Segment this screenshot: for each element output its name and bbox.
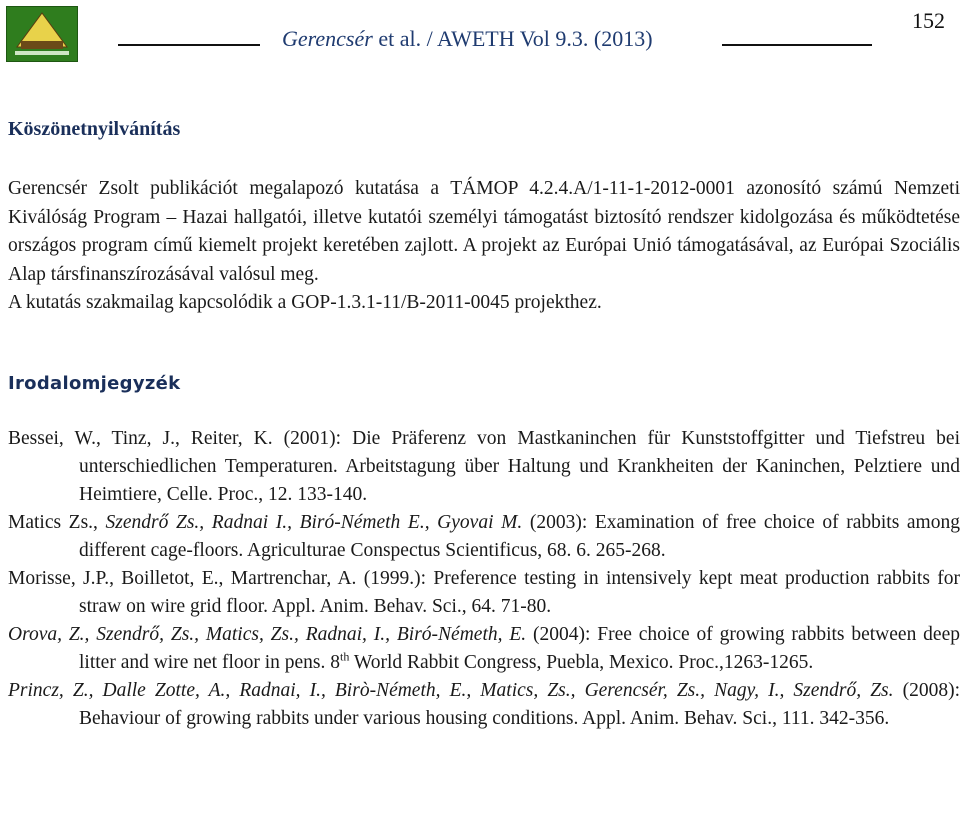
- reference-authors-italic: Princz, Z., Dalle Zotte, A., Radnai, I., Birò-Németh, E., Matics, Zs., Gerencsér, Zs., Nagy, I., Szendrő, Zs.: [8, 680, 894, 701]
- reference-details: (2004): Free choice of growing rabbits between deep litter and wire net floor in pens. 8: [79, 624, 960, 673]
- reference-authors: Morisse, J.P., Boilletot, E., Martrenchar, A.: [8, 568, 357, 589]
- reference-details: (2003): Examination of free choice of rabbits among different cage-floors. Agriculturae Conspectus Scientificus, 68. 6. 265-268.: [79, 512, 960, 561]
- reference-authors-italic: Orova, Z., Szendrő, Zs., Matics, Zs., Radnai, I., Biró-Németh, E.: [8, 624, 527, 645]
- header-rule-right: [722, 44, 872, 46]
- journal-logo: [6, 6, 78, 62]
- reference-item: [8, 677, 960, 733]
- running-head-authors: Gerencsér: [282, 26, 373, 51]
- acknowledgements-body: [8, 175, 960, 318]
- references-heading: Irodalomjegyzék: [8, 373, 181, 394]
- reference-superscript: th: [340, 649, 350, 664]
- reference-details: (2001): Die Präferenz von Mastkaninchen für Kunststoffgitter und Tiefstreu bei unterschiedlichen Temperaturen. Arbeitstagung über Haltung und Krankheiten der Kaninchen, Pelztiere und Heimtiere, Celle. Proc., 12. 133-140.: [79, 428, 960, 505]
- running-head: [282, 26, 653, 52]
- reference-item: [8, 565, 960, 621]
- reference-authors: Bessei, W., Tinz, J., Reiter, K.: [8, 428, 273, 449]
- reference-list: [8, 425, 960, 733]
- running-head-journal: et al. / AWETH Vol 9.3. (2013): [372, 26, 653, 51]
- page-number: 152: [912, 8, 945, 33]
- reference-item: [8, 425, 960, 509]
- reference-details: (1999.): Preference testing in intensively kept meat production rabbits for straw on wire grid floor. Appl. Anim. Behav. Sci., 64. 71-80.: [79, 568, 960, 617]
- reference-details: (2008): Behaviour of growing rabbits under various housing conditions. Appl. Anim. Behav. Sci., 111. 342-356.: [79, 680, 960, 729]
- reference-item: [8, 621, 960, 677]
- reference-authors: Matics Zs.,: [8, 512, 106, 533]
- reference-authors-italic: Szendrő Zs., Radnai I., Biró-Németh E., Gyovai M.: [105, 512, 523, 533]
- acknowledgements-paragraph: Gerencsér Zsolt publikációt megalapozó kutatása a TÁMOP 4.2.4.A/1-11-1-2012-0001 azonosító számú Nemzeti Kiválóság Program – Hazai hallgatói, illetve kutatói személyi támogatást biztosító rendszer kidolgozása és működtetése országos program című kiemelt projekt keretében zajlott. A projekt az Európai Unió támogatásával, az Európai Szociális Alap társfinanszírozásával valósul meg.: [8, 178, 960, 285]
- reference-item: [8, 509, 960, 565]
- acknowledgements-heading: Köszönetnyilvánítás: [8, 118, 181, 140]
- acknowledgements-paragraph: A kutatás szakmailag kapcsolódik a GOP-1.3.1-11/B-2011-0045 projekthez.: [8, 292, 602, 313]
- header-rule-left: [118, 44, 260, 46]
- reference-details-cont: World Rabbit Congress, Puebla, Mexico. Proc.,1263-1265.: [349, 652, 814, 673]
